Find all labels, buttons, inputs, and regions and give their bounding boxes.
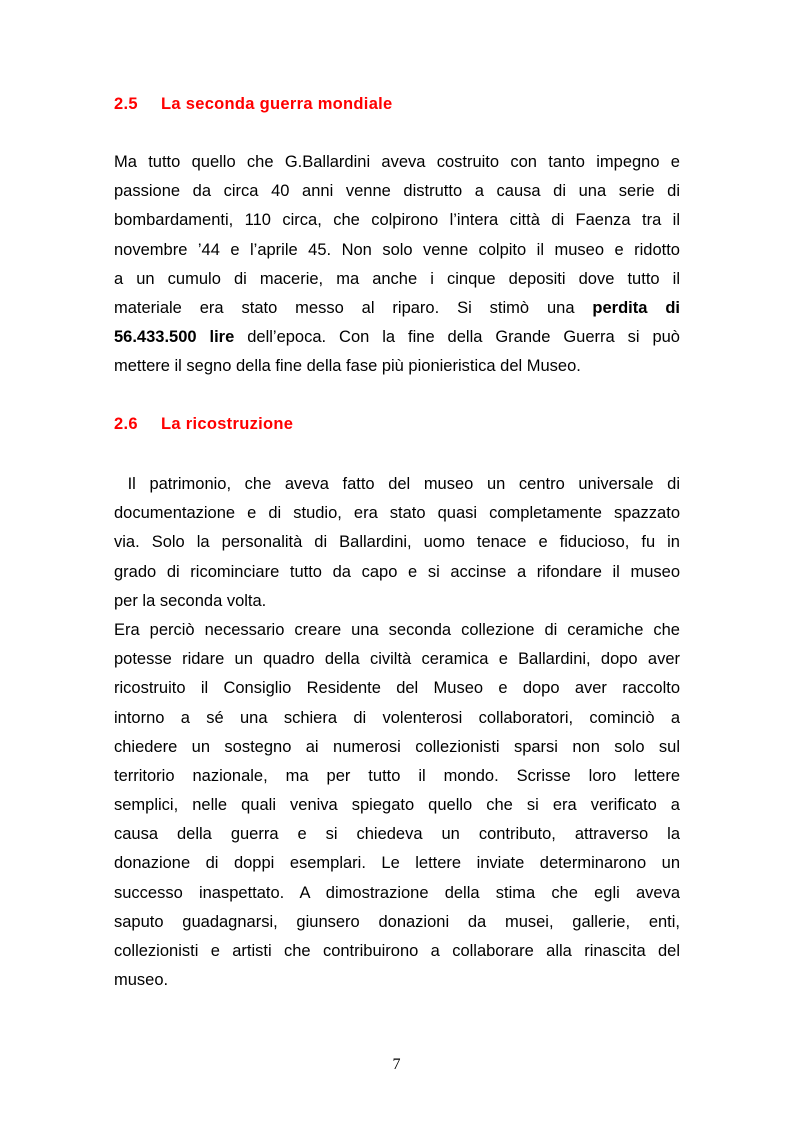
bold-amount-text: perdita di: [592, 298, 680, 317]
text-line: donazione di doppi esemplari. Le lettere inviate determinarono un: [114, 854, 680, 873]
text-line: via. Solo la personalità di Ballardini, uomo tenace e fiducioso, fu in: [114, 533, 680, 552]
text-line: intorno a sé una schiera di volenterosi collaboratori, cominciò a: [114, 708, 680, 727]
text-line: potesse ridare un quadro della civiltà ceramica e Ballardini, dopo aver: [114, 650, 680, 669]
text-line: a un cumulo di macerie, ma anche i cinque depositi dove tutto il: [114, 269, 680, 288]
text-line: museo.: [114, 971, 169, 990]
section-title: La ricostruzione: [161, 415, 294, 433]
text-line: causa della guerra e si chiedeva un contributo, attraverso la: [114, 825, 680, 844]
section-title: La seconda guerra mondiale: [161, 95, 393, 113]
text-line: Il patrimonio, che aveva fatto del museo un centro universale di: [114, 475, 680, 493]
text-line: grado di ricominciare tutto da capo e si accinse a rifondare il museo: [114, 562, 680, 581]
text-line: territorio nazionale, ma per tutto il mondo. Scrisse loro lettere: [114, 766, 680, 785]
text-line: ricostruito il Consiglio Residente del Museo e dopo aver raccolto: [114, 679, 680, 698]
text-run: materiale era stato messo al riparo. Si stimò una: [114, 298, 593, 317]
text-line: documentazione e di studio, era stato quasi completamente spazzato: [114, 504, 680, 523]
text-line: [114, 323, 680, 352]
section-number: 2.5: [114, 95, 138, 113]
section-heading-2-6: [114, 415, 293, 434]
text-line: Era perciò necessario creare una seconda collezione di ceramiche che: [114, 620, 680, 639]
text-line: successo inaspettato. A dimostrazione della stima che egli aveva: [114, 883, 680, 902]
text-line: collezionisti e artisti che contribuirono a collaborare alla rinascita del: [114, 942, 680, 960]
text-line: per la seconda volta.: [114, 591, 267, 610]
section-heading-2-5: [114, 95, 393, 114]
text-line: chiedere un sostegno ai numerosi collezionisti sparsi non solo sul: [114, 737, 680, 756]
text-line: mettere il segno della fine della fase più pionieristica del Museo.: [114, 357, 581, 376]
text-line: [114, 294, 680, 323]
text-run: dell’epoca. Con la fine della Grande Guerra si può: [234, 328, 680, 347]
section-number: 2.6: [114, 415, 138, 433]
text-line: saputo guadagnarsi, giunsero donazioni da musei, gallerie, enti,: [114, 912, 680, 931]
page-number: 7: [392, 1056, 401, 1073]
bold-amount-text: 56.433.500 lire: [114, 328, 235, 347]
text-line: novembre ’44 e l’aprile 45. Non solo venne colpito il museo e ridotto: [114, 240, 680, 259]
text-line: Ma tutto quello che G.Ballardini aveva costruito con tanto impegno e: [114, 153, 680, 171]
text-line: passione da circa 40 anni venne distrutto a causa di una serie di: [114, 182, 680, 201]
section-2-6-body: [114, 470, 680, 995]
section-2-5-body: [114, 148, 680, 382]
text-line: semplici, nelle quali veniva spiegato quello che si era verificato a: [114, 796, 680, 815]
text-line: bombardamenti, 110 circa, che colpirono l’intera città di Faenza tra il: [114, 211, 680, 230]
